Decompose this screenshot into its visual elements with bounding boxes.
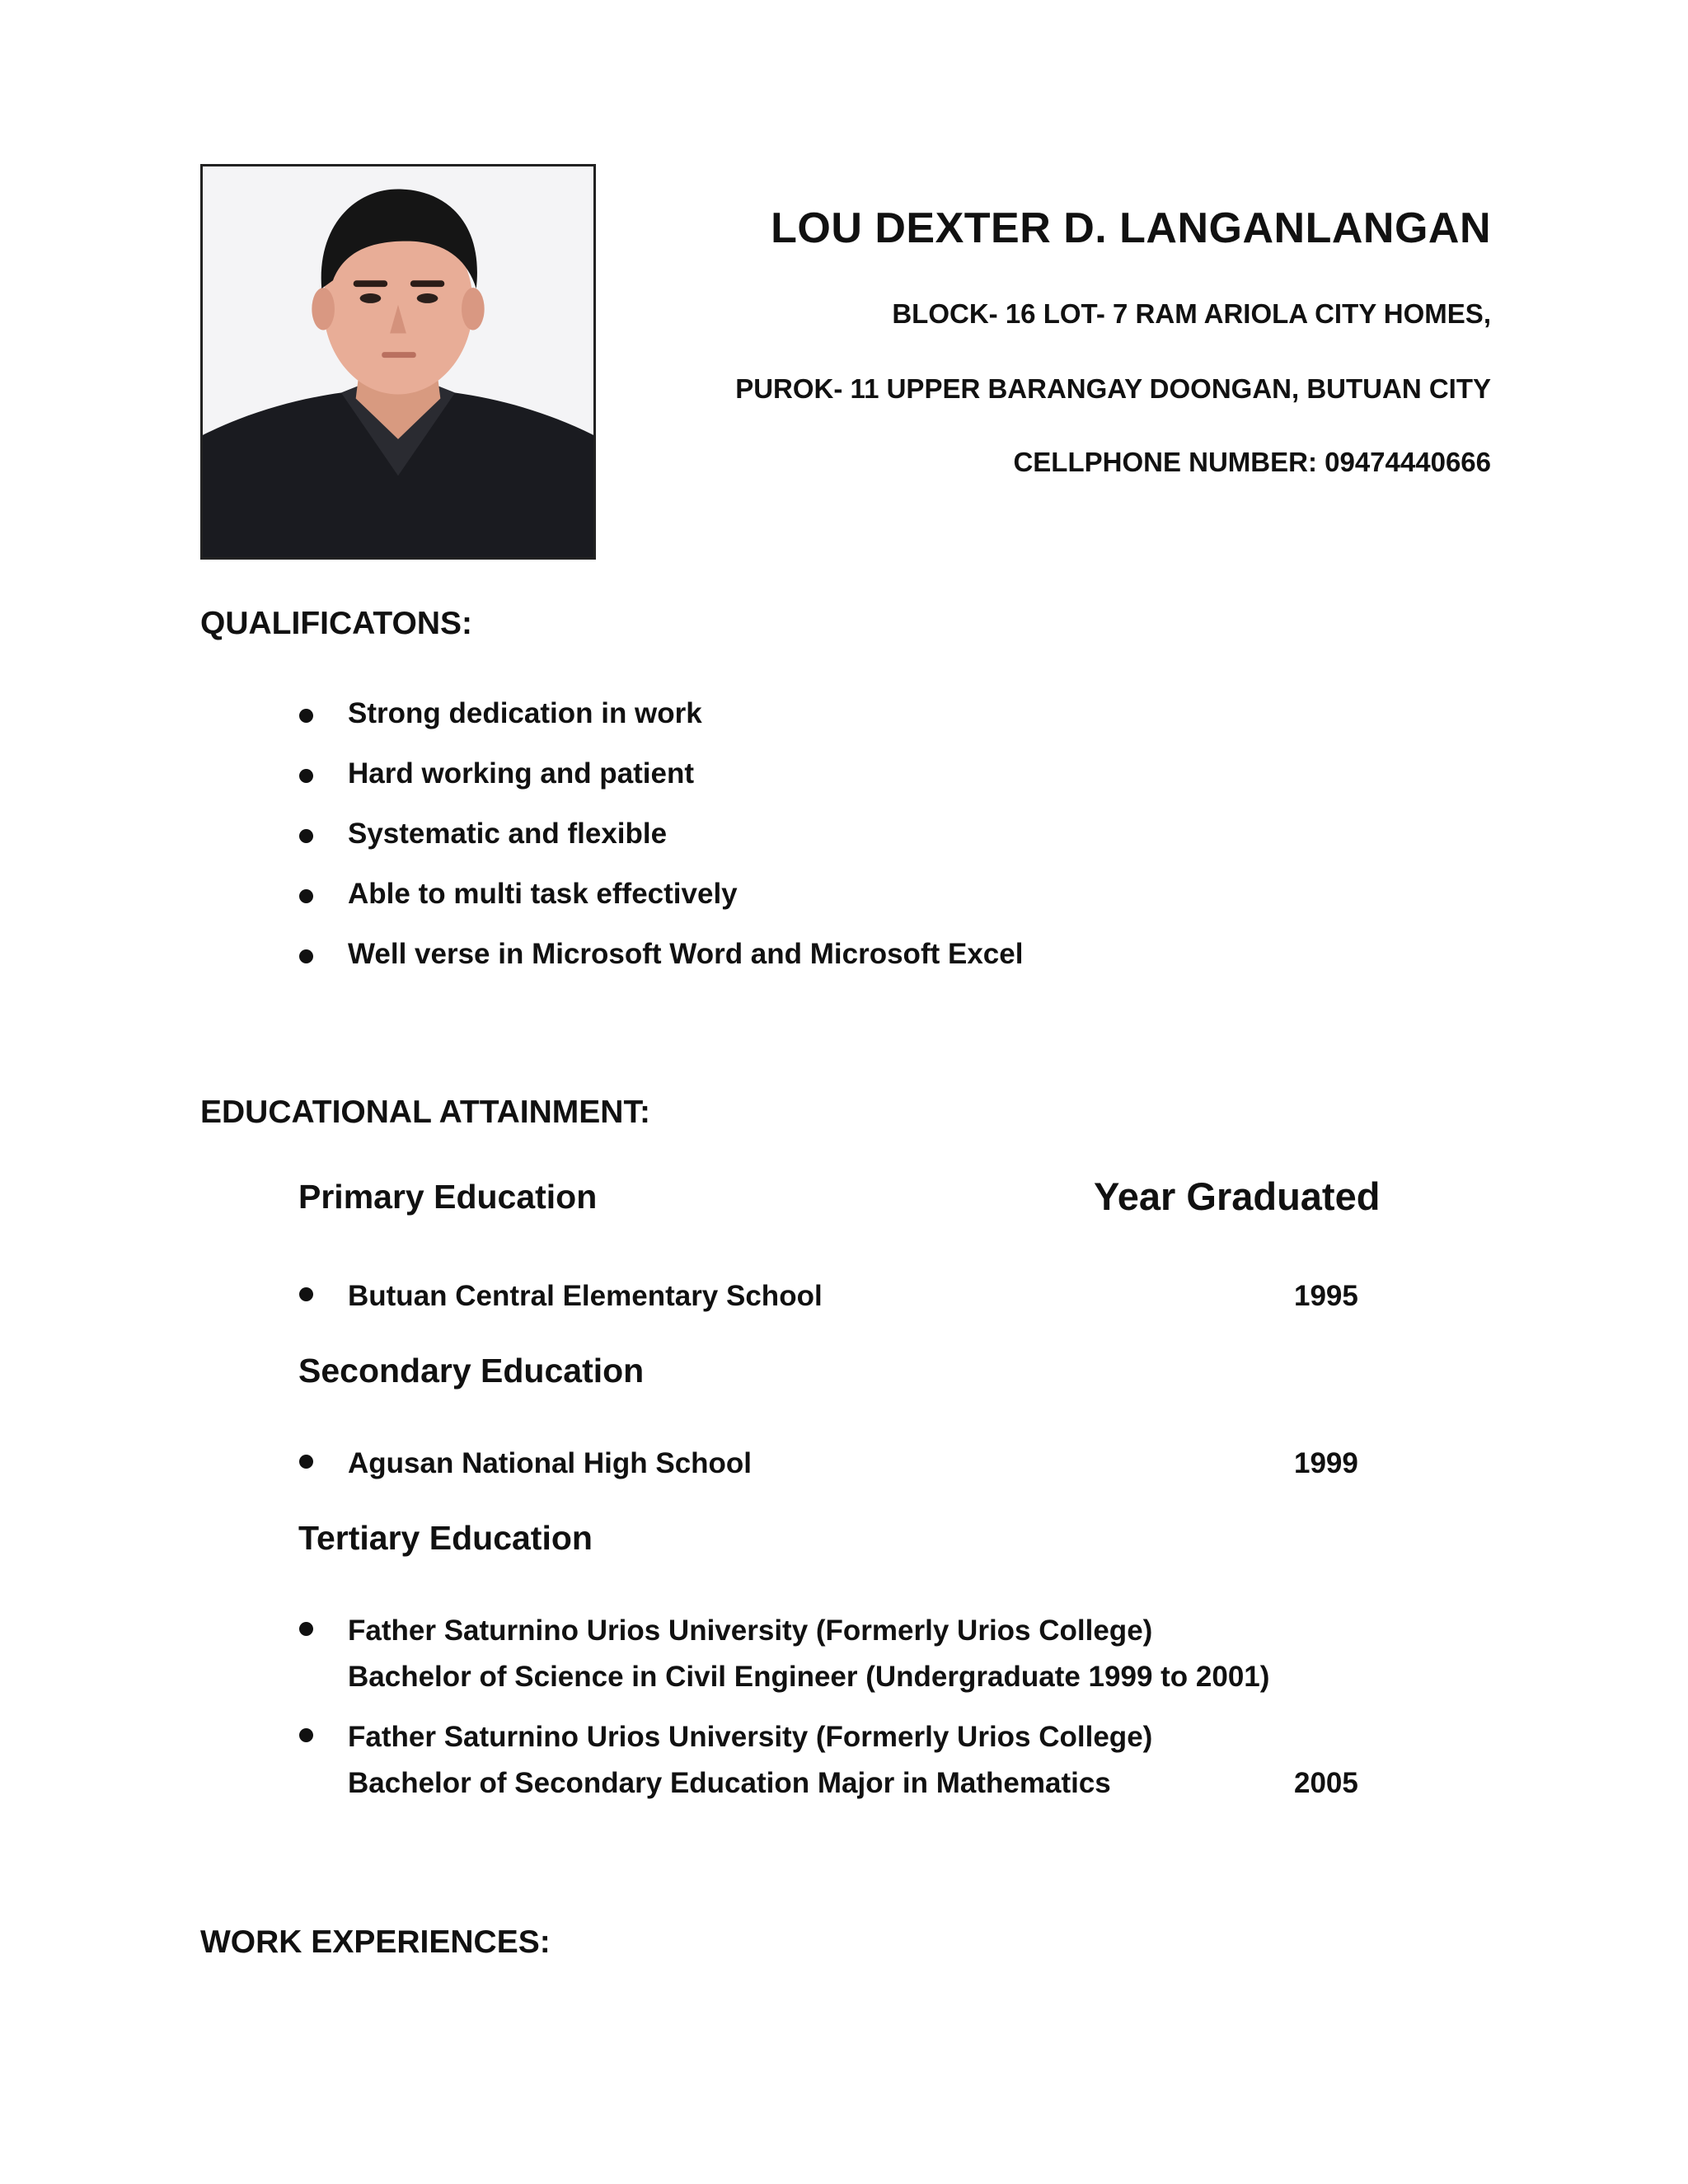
school-name: Father Saturnino Urios University (Formerly Urios College) [348, 1721, 1153, 1753]
person-portrait-image [203, 166, 593, 557]
qualifications-list [297, 695, 1023, 996]
graduation-year: 1999 [1294, 1447, 1358, 1479]
course-name: Bachelor of Science in Civil Engineer (Undergraduate 1999 to 2001) [348, 1661, 1270, 1693]
school-name: Father Saturnino Urios University (Formerly Urios College) [348, 1615, 1153, 1647]
bullet-icon [299, 1455, 313, 1469]
applicant-name: LOU DEXTER D. LANGANLANGAN [771, 204, 1491, 252]
tertiary-school-entry [297, 1714, 1360, 1807]
bullet-icon [299, 1287, 313, 1301]
year-graduated-heading: Year Graduated [1094, 1174, 1381, 1218]
school-name: Agusan National High School [348, 1447, 753, 1479]
phone-number: CELLPHONE NUMBER: 09474440666 [1013, 447, 1491, 477]
qualifications-heading: QUALIFICATONS: [200, 606, 473, 641]
profile-photo [200, 164, 596, 560]
qualification-item: Able to multi task effectively [297, 875, 1023, 935]
tertiary-education-heading: Tertiary Education [298, 1519, 593, 1557]
primary-education-heading: Primary Education [298, 1178, 598, 1216]
qualification-item: Systematic and flexible [297, 815, 1023, 875]
secondary-education-heading: Secondary Education [298, 1352, 645, 1390]
address-line-1: BLOCK- 16 LOT- 7 RAM ARIOLA CITY HOMES, [892, 298, 1491, 329]
school-name: Butuan Central Elementary School [348, 1280, 823, 1312]
qualification-item: Hard working and patient [297, 755, 1023, 815]
bullet-icon [299, 1622, 313, 1636]
bullet-icon [299, 1728, 313, 1742]
graduation-year: 1995 [1294, 1280, 1358, 1312]
graduation-year: 2005 [1294, 1767, 1358, 1799]
course-name: Bachelor of Secondary Education Major in Mathematics [348, 1767, 1111, 1799]
primary-school-entry [297, 1273, 1360, 1319]
secondary-school-entry [297, 1441, 1360, 1487]
address-line-2: PUROK- 11 UPPER BARANGAY DOONGAN, BUTUAN CITY [735, 373, 1491, 404]
education-heading: EDUCATIONAL ATTAINMENT: [200, 1094, 650, 1130]
qualification-item: Well verse in Microsoft Word and Microsoft Excel [297, 935, 1023, 996]
tertiary-school-entry [297, 1608, 1360, 1700]
qualification-item: Strong dedication in work [297, 695, 1023, 755]
work-experience-heading: WORK EXPERIENCES: [200, 1924, 551, 1960]
